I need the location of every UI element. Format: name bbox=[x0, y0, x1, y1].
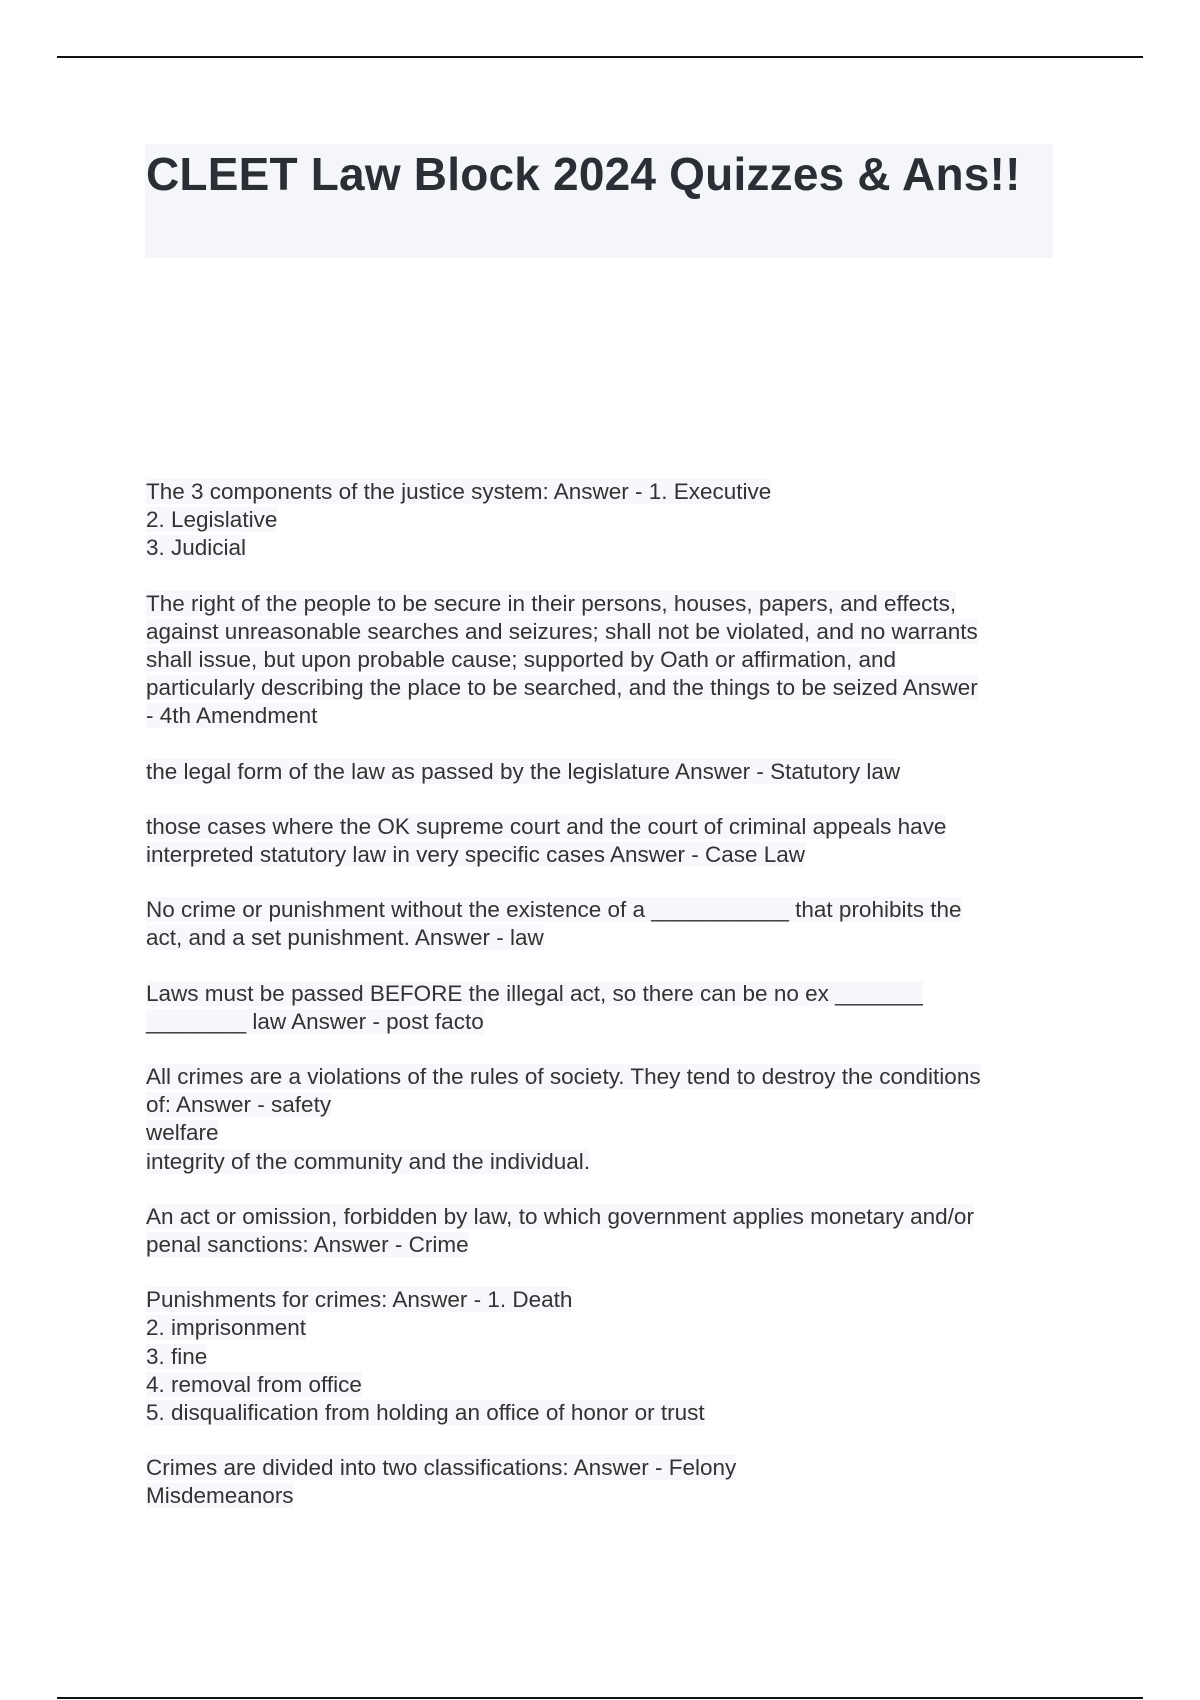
qa-entry-line bbox=[146, 702, 1066, 730]
qa-entry-text: act, and a set punishment. Answer - law bbox=[146, 925, 544, 951]
qa-entry-line bbox=[146, 1091, 1066, 1119]
qa-entry-text: Laws must be passed BEFORE the illegal act, so there can be no ex _______ bbox=[146, 980, 923, 1006]
qa-entry-line bbox=[146, 1119, 1066, 1147]
qa-entry-text: integrity of the community and the individual. bbox=[146, 1148, 590, 1174]
qa-entry-line bbox=[146, 1454, 1066, 1482]
qa-entry-text: welfare bbox=[146, 1120, 219, 1146]
qa-entry bbox=[146, 478, 1066, 563]
qa-entry-line bbox=[146, 1343, 1066, 1371]
qa-entry-line bbox=[146, 534, 1066, 562]
qa-entry bbox=[146, 758, 1066, 786]
qa-entry-line bbox=[146, 841, 1066, 869]
qa-entry-text: of: Answer - safety bbox=[146, 1092, 332, 1118]
qa-entry-text: The right of the people to be secure in their persons, houses, papers, and effects, bbox=[146, 590, 957, 616]
qa-entry-text: 3. Judicial bbox=[146, 535, 247, 561]
qa-entry-line bbox=[146, 506, 1066, 534]
qa-entry-text: 3. fine bbox=[146, 1343, 208, 1369]
qa-entry-text: All crimes are a violations of the rules of society. They tend to destroy the conditions bbox=[146, 1064, 981, 1090]
qa-entry bbox=[146, 1063, 1066, 1176]
qa-entry-line bbox=[146, 1063, 1066, 1091]
qa-entry-line bbox=[146, 924, 1066, 952]
qa-entry-line bbox=[146, 1203, 1066, 1231]
qa-entry bbox=[146, 1286, 1066, 1427]
qa-entry-text: ________ law Answer - post facto bbox=[146, 1008, 484, 1034]
qa-entry-text: An act or omission, forbidden by law, to which government applies monetary and/or bbox=[146, 1203, 974, 1229]
qa-entry-line bbox=[146, 1482, 1066, 1510]
bottom-rule bbox=[57, 1697, 1143, 1699]
document-title: CLEET Law Block 2024 Quizzes & Ans!! bbox=[146, 148, 1021, 200]
qa-entry-line bbox=[146, 646, 1066, 674]
qa-list bbox=[146, 478, 1066, 1538]
qa-entry-text: 2. imprisonment bbox=[146, 1315, 307, 1341]
qa-entry bbox=[146, 590, 1066, 731]
qa-entry-text: penal sanctions: Answer - Crime bbox=[146, 1232, 469, 1258]
qa-entry-text: interpreted statutory law in very specific cases Answer - Case Law bbox=[146, 842, 806, 868]
qa-entry-text: 4. removal from office bbox=[146, 1371, 362, 1397]
qa-entry-text: shall issue, but upon probable cause; supported by Oath or affirmation, and bbox=[146, 647, 897, 673]
qa-entry bbox=[146, 896, 1066, 952]
qa-entry-line bbox=[146, 1286, 1066, 1314]
qa-entry-text: - 4th Amendment bbox=[146, 703, 318, 729]
qa-entry-line bbox=[146, 1231, 1066, 1259]
qa-entry-line bbox=[146, 618, 1066, 646]
qa-entry-text: against unreasonable searches and seizures; shall not be violated, and no warrants bbox=[146, 618, 978, 644]
qa-entry-line bbox=[146, 1399, 1066, 1427]
qa-entry-line bbox=[146, 590, 1066, 618]
qa-entry bbox=[146, 980, 1066, 1036]
top-rule bbox=[57, 56, 1143, 58]
qa-entry-text: No crime or punishment without the existence of a ___________ that prohibits the bbox=[146, 897, 962, 923]
qa-entry-line bbox=[146, 478, 1066, 506]
qa-entry-line bbox=[146, 1314, 1066, 1342]
qa-entry-line bbox=[146, 674, 1066, 702]
qa-entry-text: 5. disqualification from holding an office of honor or trust bbox=[146, 1400, 705, 1426]
qa-entry-line bbox=[146, 758, 1066, 786]
qa-entry-text: particularly describing the place to be searched, and the things to be seized Answer bbox=[146, 675, 978, 701]
qa-entry-text: 2. Legislative bbox=[146, 507, 278, 533]
qa-entry-text: Crimes are divided into two classifications: Answer - Felony bbox=[146, 1455, 737, 1481]
qa-entry-text: The 3 components of the justice system: Answer - 1. Executive bbox=[146, 479, 772, 504]
qa-entry-text: Misdemeanors bbox=[146, 1483, 294, 1509]
qa-entry bbox=[146, 1203, 1066, 1259]
qa-entry-text: the legal form of the law as passed by the legislature Answer - Statutory law bbox=[146, 758, 901, 784]
qa-entry bbox=[146, 1454, 1066, 1510]
qa-entry bbox=[146, 813, 1066, 869]
qa-entry-line bbox=[146, 1148, 1066, 1176]
qa-entry-line bbox=[146, 1371, 1066, 1399]
qa-entry-line bbox=[146, 896, 1066, 924]
qa-entry-text: Punishments for crimes: Answer - 1. Death bbox=[146, 1287, 573, 1313]
qa-entry-text: those cases where the OK supreme court and the court of criminal appeals have bbox=[146, 813, 947, 839]
qa-entry-line bbox=[146, 980, 1066, 1008]
qa-entry-line bbox=[146, 1008, 1066, 1036]
qa-entry-line bbox=[146, 813, 1066, 841]
